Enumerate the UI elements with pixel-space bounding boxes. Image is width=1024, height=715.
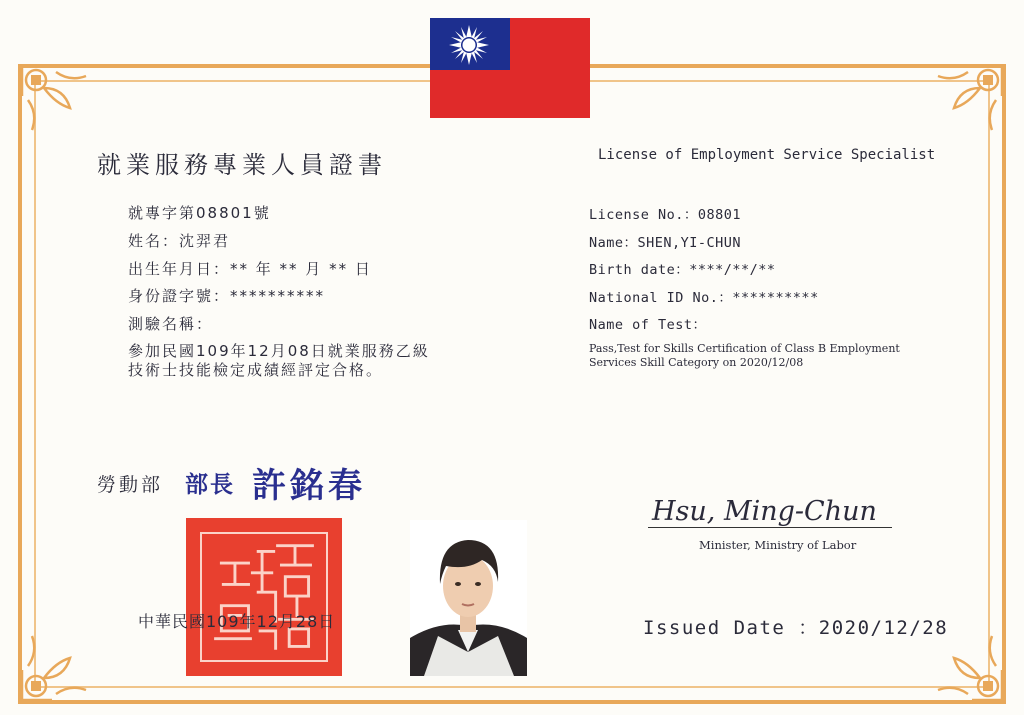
- seal-characters-graphic: [202, 534, 326, 660]
- official-seal: [186, 518, 342, 676]
- test-description-en-line2: Services Skill Category on 2020/12/08: [589, 356, 804, 369]
- holder-photo: [410, 520, 527, 676]
- signature-text: Hsu, Ming-Chun: [652, 496, 877, 527]
- corner-ornament-bottom-left: [14, 616, 106, 708]
- ministry-name-zh: 勞動部: [97, 474, 164, 496]
- corner-ornament-top-left: [14, 58, 106, 150]
- corner-ornament-top-right: [918, 58, 1010, 150]
- name-zh: 姓名：沈羿君: [128, 232, 231, 250]
- license-number-en: License No.：08801: [589, 207, 742, 223]
- minister-name-zh: 許銘春: [252, 466, 366, 506]
- birth-date-zh: 出生年月日：** 年 ** 月 ** 日: [128, 260, 372, 278]
- signature-line: [648, 527, 892, 528]
- white-sun-icon: [448, 24, 490, 66]
- test-description-en-line1: Pass,Test for Skills Certification of Class B Employment: [589, 342, 900, 355]
- test-description-zh-line2: 技術士技能檢定成績經評定合格。: [128, 361, 384, 379]
- national-id-zh: 身份證字號：**********: [128, 287, 326, 305]
- test-description-zh-line1: 參加民國109年12月08日就業服務乙級: [128, 342, 430, 360]
- minister-title-zh: 部長: [185, 472, 235, 498]
- license-number-zh: 就專字第08801號: [128, 204, 271, 222]
- test-label-zh: 測驗名稱：: [128, 315, 214, 333]
- birth-date-en: Birth date：****/**/**: [589, 262, 776, 278]
- flag-canton: [430, 18, 510, 70]
- test-label-en: Name of Test：: [589, 317, 707, 333]
- national-flag: [430, 18, 590, 118]
- issue-date-en: Issued Date ：2020/12/28: [643, 617, 949, 639]
- national-id-en: National ID No.：**********: [589, 290, 819, 306]
- minister-title-en: Minister, Ministry of Labor: [699, 538, 857, 552]
- handwritten-signature: [650, 488, 900, 532]
- issue-date-zh: 中華民國109年12月28日: [138, 612, 336, 631]
- certificate-title-en: License of Employment Service Specialist: [598, 147, 936, 163]
- seal-inner-frame: [200, 532, 328, 662]
- name-en: Name：SHEN,YI-CHUN: [589, 235, 742, 251]
- certificate-title-zh: 就業服務專業人員證書: [97, 151, 387, 179]
- portrait-image: [410, 520, 527, 676]
